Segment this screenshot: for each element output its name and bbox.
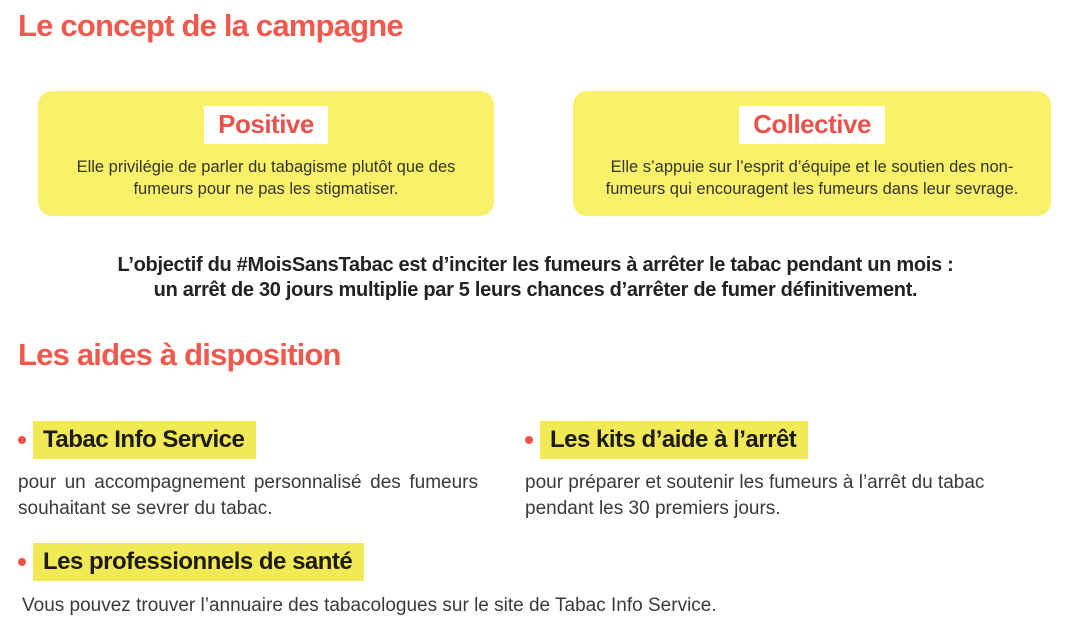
card-collective-body: Elle s’appuie sur l’esprit d’équipe et le soutien des non-fumeurs qui encouragent les fumeurs dans leur sevrage. (605, 158, 1019, 198)
aides-columns (18, 421, 1053, 522)
bullet-icon (525, 436, 533, 444)
aide-label-row (18, 543, 1053, 581)
aide-label-professionnels-sante: Les professionnels de santé (33, 543, 364, 581)
aide-item-professionnels-sante (18, 543, 1053, 618)
bullet-icon (18, 436, 26, 444)
card-positive-body: Elle privilégie de parler du tabagisme plutôt que des fumeurs pour ne pas les stigmatiser. (76, 158, 456, 198)
aide-item-kits-aide (525, 421, 1045, 522)
concept-section-heading: Le concept de la campagne (18, 8, 403, 43)
campaign-objective-paragraph (18, 253, 1053, 303)
aide-label-tabac-info-service: Tabac Info Service (33, 421, 256, 459)
card-positive-title: Positive (204, 106, 328, 144)
aide-label-row (18, 421, 478, 459)
aide-label-kits-aide: Les kits d’aide à l’arrêt (540, 421, 808, 459)
card-collective (573, 91, 1051, 216)
aide-description-professionnels-sante: Vous pouvez trouver l’annuaire des tabacologues sur le site de Tabac Info Service. (22, 595, 717, 616)
concept-cards-row (38, 91, 1051, 216)
aide-description-kits-aide: pour préparer et soutenir les fumeurs à l’arrêt du tabac pendant les 30 premiers jours. (525, 472, 985, 519)
aide-description-tabac-info-service: pour un accompagnement personnalisé des fumeurs souhaitant se sevrer du tabac. (18, 472, 478, 519)
aide-label-row (525, 421, 1045, 459)
objective-line-2: un arrêt de 30 jours multiplie par 5 leurs chances d’arrêter de fumer définitivement. (153, 279, 918, 301)
bullet-icon (18, 558, 26, 566)
aide-item-tabac-info-service (18, 421, 478, 522)
objective-line-1: L’objectif du #MoisSansTabac est d’inciter les fumeurs à arrêter le tabac pendant un mois : (117, 254, 954, 276)
card-collective-title: Collective (739, 106, 885, 144)
aides-section-heading: Les aides à disposition (18, 337, 341, 372)
card-positive (38, 91, 494, 216)
